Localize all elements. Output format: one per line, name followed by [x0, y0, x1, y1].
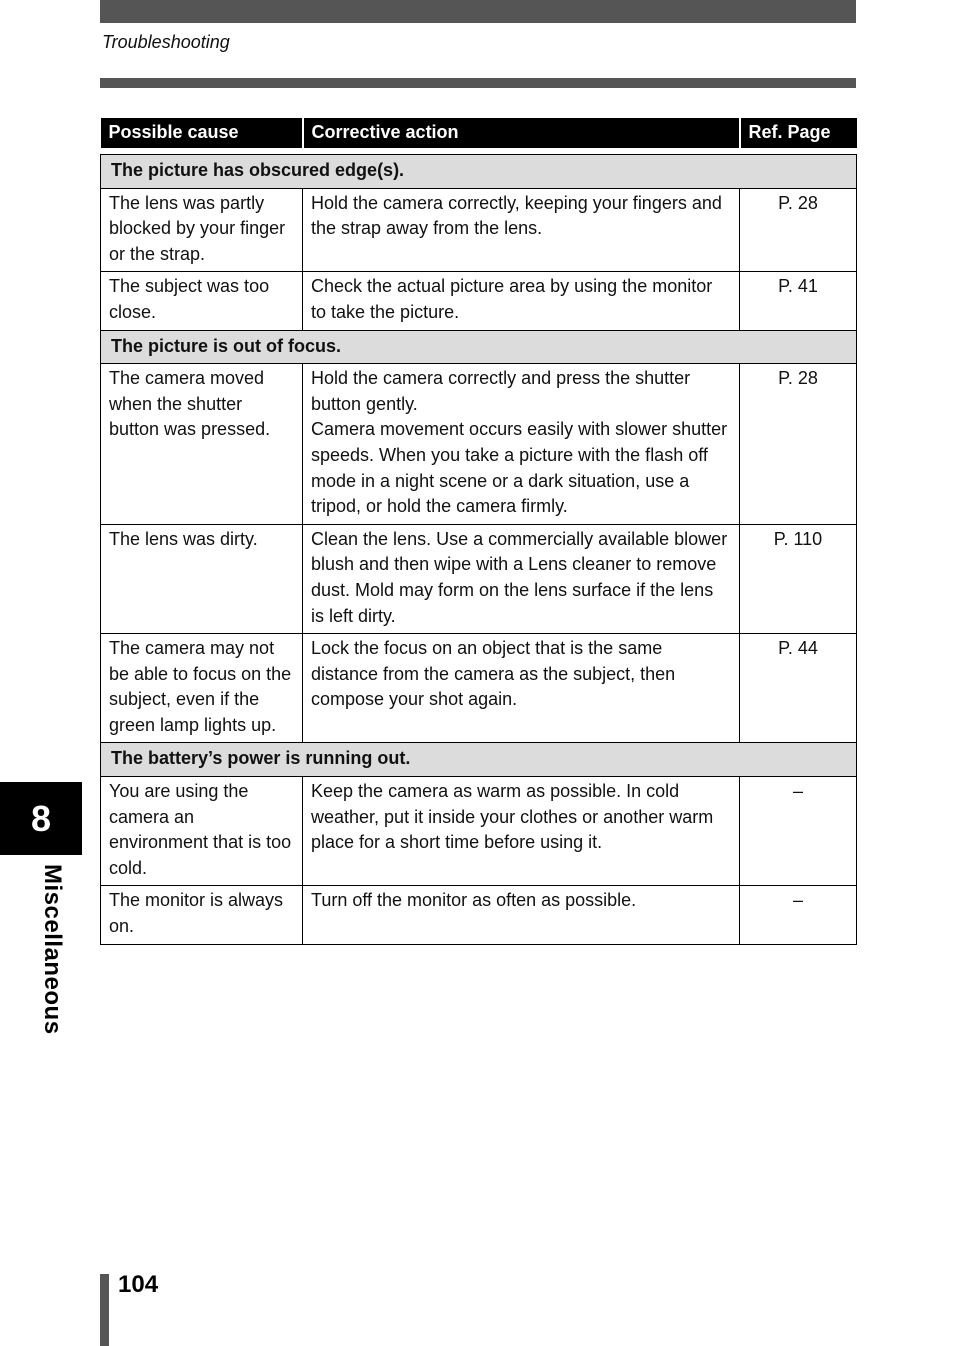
table-row	[101, 364, 857, 525]
cause-cell: The subject was too close.	[101, 272, 303, 330]
action-cell	[303, 364, 740, 525]
chapter-number: 8	[30, 798, 52, 839]
running-head: Troubleshooting	[102, 32, 230, 52]
section-title: The picture has obscured edge(s).	[101, 155, 857, 189]
action-cell: Check the actual picture area by using the monitor to take the picture.	[303, 272, 740, 330]
table-row	[101, 777, 857, 886]
table-row	[101, 524, 857, 633]
action-text: Hold the camera correctly and press the shutter button gently.	[311, 368, 691, 414]
table-row	[101, 634, 857, 743]
action-cell: Lock the focus on an object that is the same distance from the camera as the subject, then compose your shot again.	[303, 634, 740, 743]
action-cell: Turn off the monitor as often as possible.	[303, 886, 740, 944]
action-text-continued: Camera movement occurs easily with slower shutter speeds. When you take a picture with the flash off mode in a night scene or a dark situation, use a tripod, or hold the camera firmly.	[311, 419, 728, 517]
action-cell: Hold the camera correctly, keeping your fingers and the strap away from the lens.	[303, 188, 740, 272]
section-header	[101, 330, 857, 364]
column-header-action: Corrective action	[303, 118, 740, 148]
column-header-cause: Possible cause	[101, 118, 303, 148]
section-title: The battery’s power is running out.	[101, 743, 857, 777]
ref-cell: P. 28	[740, 188, 857, 272]
column-header-ref: Ref. Page	[740, 118, 857, 148]
page-number: 104	[118, 1271, 159, 1298]
section-title: The picture is out of focus.	[101, 330, 857, 364]
troubleshooting-table	[100, 118, 857, 945]
section-header	[101, 155, 857, 189]
ref-cell: P. 110	[740, 524, 857, 633]
table-header-row	[101, 118, 857, 148]
table-row	[101, 886, 857, 944]
cause-cell: The camera may not be able to focus on the subject, even if the green lamp lights up.	[101, 634, 303, 743]
action-cell: Clean the lens. Use a commercially available blower blush and then wipe with a Lens cleaner to remove dust. Mold may form on the lens surface if the lens is left dirty.	[303, 524, 740, 633]
chapter-label: Miscellaneous	[39, 864, 66, 1035]
cause-cell: You are using the camera an environment that is too cold.	[101, 777, 303, 886]
ref-cell: –	[740, 886, 857, 944]
header-divider	[100, 78, 856, 88]
cause-cell: The lens was dirty.	[101, 524, 303, 633]
cause-cell: The lens was partly blocked by your finger or the strap.	[101, 188, 303, 272]
table-row	[101, 188, 857, 272]
section-header	[101, 743, 857, 777]
page-number-bar	[100, 1274, 109, 1346]
ref-cell: P. 41	[740, 272, 857, 330]
chapter-tab	[0, 782, 82, 855]
ref-cell: P. 28	[740, 364, 857, 525]
cause-cell: The monitor is always on.	[101, 886, 303, 944]
ref-cell: –	[740, 777, 857, 886]
ref-cell: P. 44	[740, 634, 857, 743]
cause-cell: The camera moved when the shutter button was pressed.	[101, 364, 303, 525]
action-cell: Keep the camera as warm as possible. In cold weather, put it inside your clothes or another warm place for a short time before using it.	[303, 777, 740, 886]
table-row	[101, 272, 857, 330]
top-bar	[100, 0, 856, 23]
